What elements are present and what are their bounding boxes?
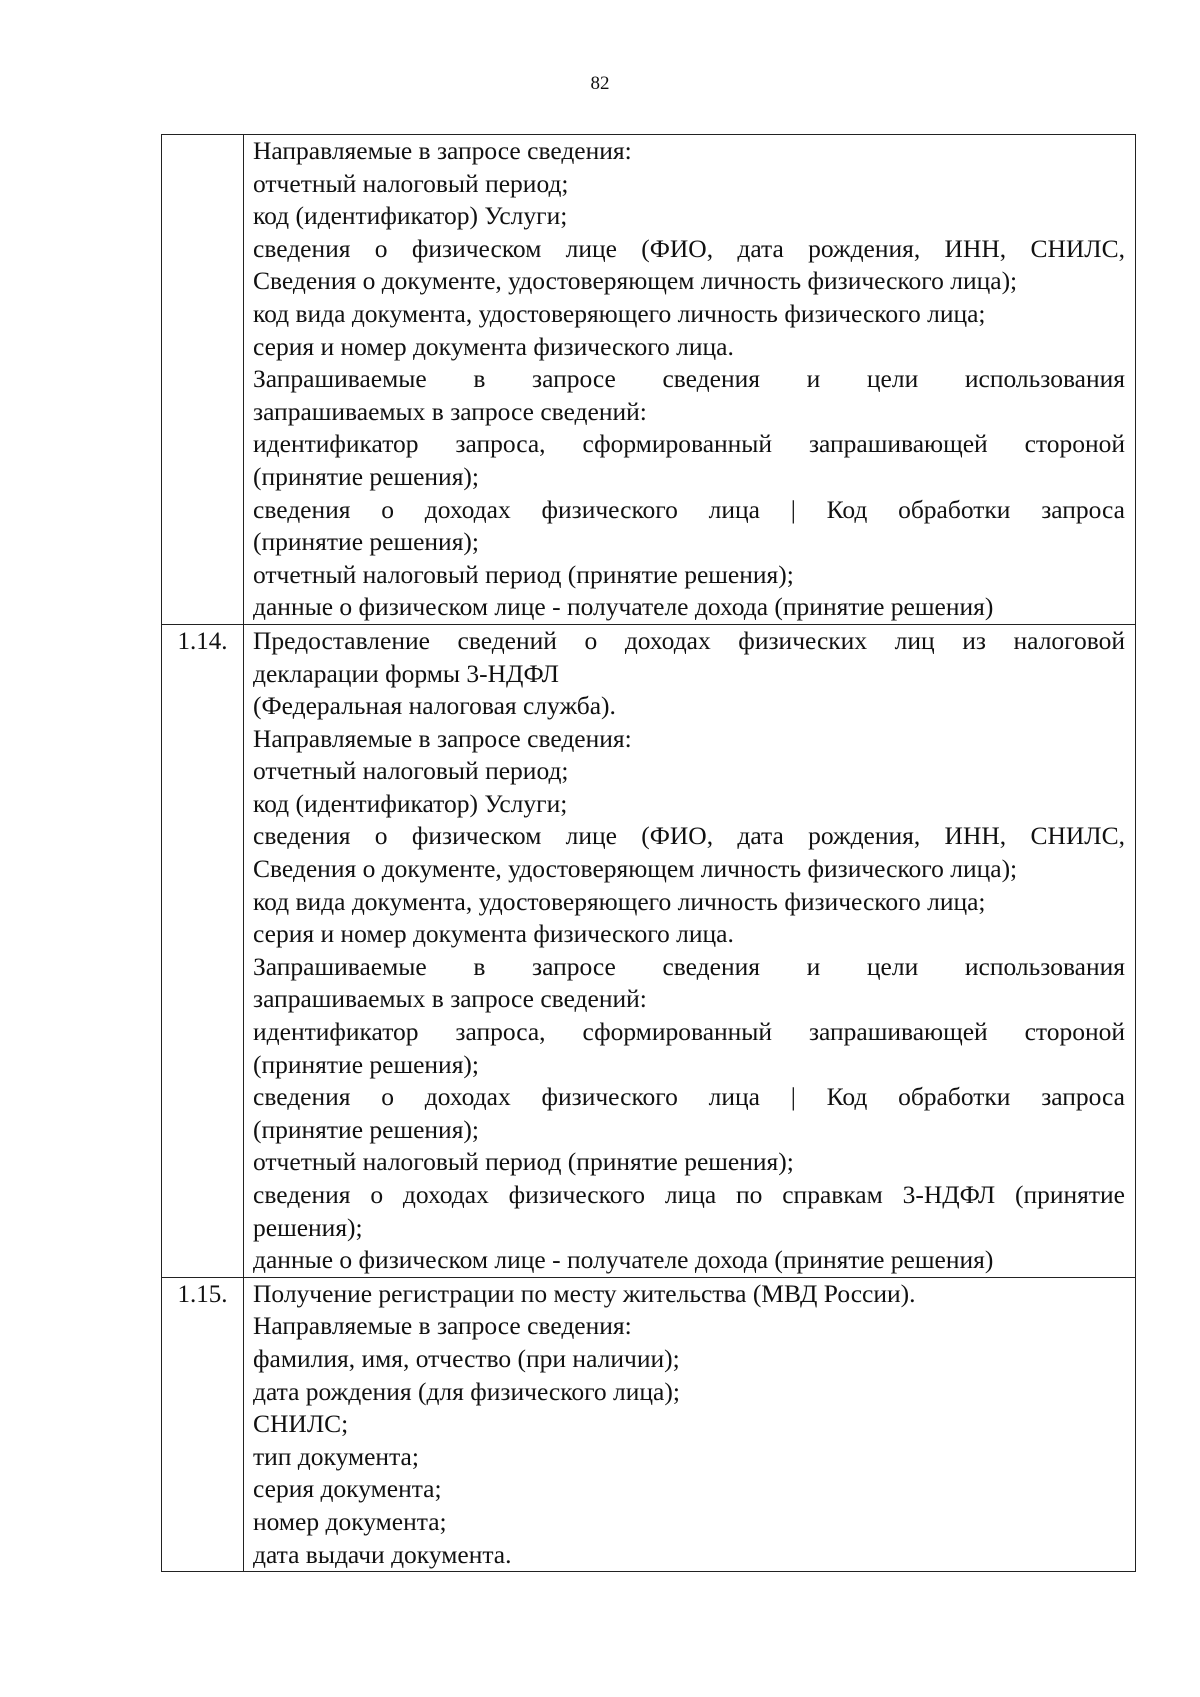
text-line: сведения о доходах физического лица | Код обработки запроса xyxy=(253,494,1125,524)
text-line: отчетный налоговый период (принятие решения); xyxy=(253,1147,794,1177)
text-line: серия и номер документа физического лица. xyxy=(253,331,734,361)
text-line: отчетный налоговый период; xyxy=(253,168,569,198)
text-line: код вида документа, удостоверяющего личность физического лица; xyxy=(253,886,986,916)
text-line: серия документа; xyxy=(253,1474,442,1504)
text-line: Сведения о документе, удостоверяющем личность физического лица); xyxy=(253,266,1018,296)
row-description xyxy=(244,624,1136,1277)
text-line: идентификатор запроса, сформированный запрашивающей стороной xyxy=(253,1017,1125,1047)
text-line: (принятие решения); xyxy=(253,1049,480,1079)
text-line: (Федеральная налоговая служба). xyxy=(253,691,616,721)
text-line: Направляемые в запросе сведения: xyxy=(253,1311,632,1341)
text-line: отчетный налоговый период (принятие решения); xyxy=(253,559,794,589)
text-line: серия и номер документа физического лица. xyxy=(253,919,734,949)
text-line: (принятие решения); xyxy=(253,461,480,491)
text-line: Предоставление сведений о доходах физических лиц из налоговой xyxy=(253,625,1125,655)
table-row xyxy=(162,624,1136,1277)
text-line: запрашиваемых в запросе сведений: xyxy=(253,984,647,1014)
text-line: (принятие решения); xyxy=(253,1114,480,1144)
row-number: 1.14. xyxy=(162,624,244,1277)
text-line: запрашиваемых в запросе сведений: xyxy=(253,396,647,426)
text-line: фамилия, имя, отчество (при наличии); xyxy=(253,1343,680,1373)
table-row xyxy=(162,135,1136,625)
text-line: сведения о доходах физического лица по справкам 3-НДФЛ (принятие xyxy=(253,1180,1125,1209)
text-line: сведения о доходах физического лица | Код обработки запроса xyxy=(253,1082,1125,1112)
text-line: код (идентификатор) Услуги; xyxy=(253,201,568,231)
text-line: код (идентификатор) Услуги; xyxy=(253,788,568,818)
text-line: номер документа; xyxy=(253,1506,447,1536)
text-line: (принятие решения); xyxy=(253,527,480,557)
text-line: код вида документа, удостоверяющего личность физического лица; xyxy=(253,298,986,328)
table-row xyxy=(162,1277,1136,1571)
text-line: дата выдачи документа. xyxy=(253,1539,512,1569)
text-line: декларации формы 3-НДФЛ xyxy=(253,658,559,688)
row-description xyxy=(244,1277,1136,1571)
row-number: 1.15. xyxy=(162,1277,244,1571)
text-line: сведения о физическом лице (ФИО, дата рождения, ИНН, СНИЛС, xyxy=(253,233,1125,263)
text-line: отчетный налоговый период; xyxy=(253,756,569,786)
text-line: Запрашиваемые в запросе сведения и цели использования xyxy=(253,364,1125,394)
text-line: Направляемые в запросе сведения: xyxy=(253,136,632,165)
page-number: 82 xyxy=(590,73,610,94)
text-line: Сведения о документе, удостоверяющем личность физического лица); xyxy=(253,854,1018,884)
row-description xyxy=(244,135,1136,625)
text-line: данные о физическом лице - получателе дохода (принятие решения) xyxy=(253,592,994,622)
text-line: тип документа; xyxy=(253,1441,419,1471)
text-line: Направляемые в запросе сведения: xyxy=(253,723,632,753)
text-line: дата рождения (для физического лица); xyxy=(253,1376,680,1406)
text-line: сведения о физическом лице (ФИО, дата рождения, ИНН, СНИЛС, xyxy=(253,821,1125,851)
row-number xyxy=(162,135,244,625)
text-line: идентификатор запроса, сформированный запрашивающей стороной xyxy=(253,429,1125,459)
text-line: СНИЛС; xyxy=(253,1409,349,1439)
text-line: решения); xyxy=(253,1212,363,1242)
text-line: данные о физическом лице - получателе дохода (принятие решения) xyxy=(253,1245,994,1275)
content-table xyxy=(161,134,1136,1572)
text-line: Получение регистрации по месту жительства (МВД России). xyxy=(253,1278,916,1308)
text-line: Запрашиваемые в запросе сведения и цели использования xyxy=(253,951,1125,981)
